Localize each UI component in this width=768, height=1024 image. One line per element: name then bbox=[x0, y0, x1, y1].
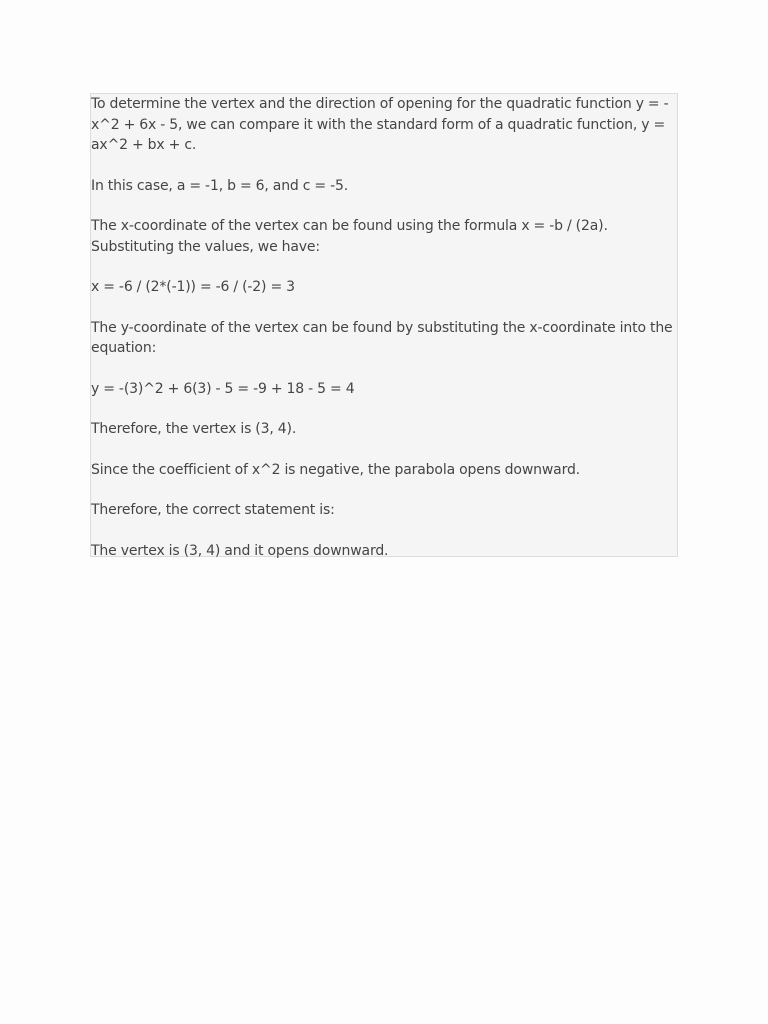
answer-text-box bbox=[90, 93, 678, 557]
paragraph-coefficients: In this case, a = -1, b = 6, and c = -5. bbox=[91, 177, 349, 194]
paragraph-x-formula: The x-coordinate of the vertex can be found using the formula x = -b / (2a). Substituting the values, we have: bbox=[91, 218, 608, 255]
paragraph-final-answer: The vertex is (3, 4) and it opens downward. bbox=[91, 542, 389, 559]
paragraph-y-calculation: y = -(3)^2 + 6(3) - 5 = -9 + 18 - 5 = 4 bbox=[91, 380, 355, 397]
paragraph-direction: Since the coefficient of x^2 is negative, the parabola opens downward. bbox=[91, 461, 580, 478]
paragraph-conclusion-lead: Therefore, the correct statement is: bbox=[91, 502, 335, 518]
paragraph-vertex-result: Therefore, the vertex is (3, 4). bbox=[91, 421, 297, 437]
paragraph-x-calculation: x = -6 / (2*(-1)) = -6 / (-2) = 3 bbox=[91, 279, 295, 295]
paragraph-y-formula: The y-coordinate of the vertex can be found by substituting the x-coordinate into the equation: bbox=[91, 319, 673, 356]
paragraph-intro: To determine the vertex and the direction of opening for the quadratic function y = -x^2 + 6x - 5, we can compare it with the standard form of a quadratic function, y = ax^2 + bx + c. bbox=[91, 96, 669, 153]
